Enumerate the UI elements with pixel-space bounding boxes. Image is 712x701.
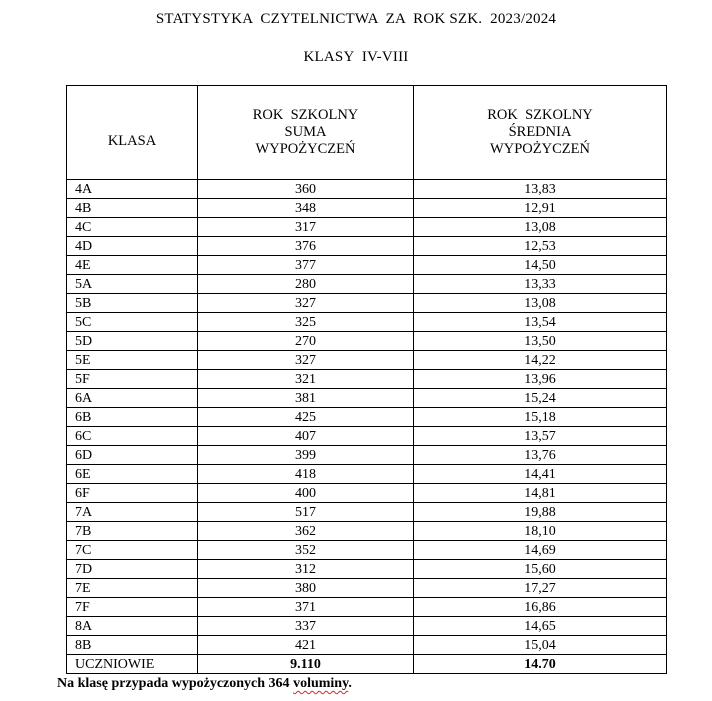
srednia-cell: 13,33 — [414, 275, 667, 294]
klasa-cell: 7B — [67, 522, 198, 541]
table-row — [67, 294, 667, 313]
srednia-cell: 15,24 — [414, 389, 667, 408]
footer-misspelled-word: voluminy — [293, 676, 349, 691]
document-title: STATYSTYKA CZYTELNICTWA ZA ROK SZK. 2023/2024 — [155, 11, 557, 27]
table-row — [67, 256, 667, 275]
table-row — [67, 484, 667, 503]
suma-cell: 425 — [198, 408, 414, 427]
klasa-cell: 6B — [67, 408, 198, 427]
srednia-cell: 15,04 — [414, 636, 667, 655]
suma-cell: 376 — [198, 237, 414, 256]
suma-cell: 312 — [198, 560, 414, 579]
srednia-cell: 14,50 — [414, 256, 667, 275]
table-row — [67, 560, 667, 579]
suma-cell: 421 — [198, 636, 414, 655]
klasa-cell: 4A — [67, 180, 198, 199]
table-row — [67, 237, 667, 256]
suma-cell: 362 — [198, 522, 414, 541]
srednia-cell: 13,57 — [414, 427, 667, 446]
suma-cell: 327 — [198, 351, 414, 370]
footer-note — [57, 676, 352, 692]
footer-text: Na klasę przypada wypożyczonych 364 — [57, 676, 294, 691]
table-row — [67, 579, 667, 598]
table-row — [67, 370, 667, 389]
suma-cell: 280 — [198, 275, 414, 294]
klasa-cell: 7D — [67, 560, 198, 579]
klasa-cell: 7C — [67, 541, 198, 560]
srednia-cell: 14,81 — [414, 484, 667, 503]
klasa-cell: 6C — [67, 427, 198, 446]
srednia-cell: 17,27 — [414, 579, 667, 598]
table-row — [67, 389, 667, 408]
srednia-cell: 14,65 — [414, 617, 667, 636]
srednia-cell: 19,88 — [414, 503, 667, 522]
klasa-cell: 7E — [67, 579, 198, 598]
klasa-cell: 5A — [67, 275, 198, 294]
suma-cell: 380 — [198, 579, 414, 598]
table-row — [67, 541, 667, 560]
statistics-table — [66, 85, 667, 674]
klasa-cell: 6E — [67, 465, 198, 484]
srednia-cell: 14.70 — [414, 655, 667, 674]
klasa-cell: UCZNIOWIE — [67, 655, 198, 674]
table-header-row — [67, 86, 667, 180]
klasa-cell: 5D — [67, 332, 198, 351]
klasa-cell: 8A — [67, 617, 198, 636]
table-row — [67, 446, 667, 465]
suma-cell: 418 — [198, 465, 414, 484]
srednia-cell: 14,41 — [414, 465, 667, 484]
srednia-cell: 18,10 — [414, 522, 667, 541]
srednia-cell: 14,22 — [414, 351, 667, 370]
header-srednia-line: ŚREDNIA — [508, 124, 572, 140]
table-row — [67, 351, 667, 370]
table-row — [67, 199, 667, 218]
klasa-cell: 8B — [67, 636, 198, 655]
klasa-cell: 4C — [67, 218, 198, 237]
table-row — [67, 332, 667, 351]
suma-cell: 270 — [198, 332, 414, 351]
suma-cell: 399 — [198, 446, 414, 465]
suma-cell: 9.110 — [198, 655, 414, 674]
srednia-cell: 13,08 — [414, 294, 667, 313]
suma-cell: 348 — [198, 199, 414, 218]
header-suma-line: SUMA — [284, 124, 327, 140]
srednia-cell: 13,50 — [414, 332, 667, 351]
srednia-cell: 16,86 — [414, 598, 667, 617]
header-suma-line: WYPOŻYCZEŃ — [255, 141, 356, 157]
klasa-cell: 7F — [67, 598, 198, 617]
srednia-cell: 13,08 — [414, 218, 667, 237]
klasa-cell: 5B — [67, 294, 198, 313]
klasa-cell: 7A — [67, 503, 198, 522]
suma-cell: 325 — [198, 313, 414, 332]
klasa-cell: 5E — [67, 351, 198, 370]
table-row — [67, 408, 667, 427]
srednia-cell: 14,69 — [414, 541, 667, 560]
klasa-cell: 4E — [67, 256, 198, 275]
srednia-cell: 15,60 — [414, 560, 667, 579]
klasa-cell: 6F — [67, 484, 198, 503]
table-row — [67, 218, 667, 237]
srednia-cell: 12,53 — [414, 237, 667, 256]
table-row — [67, 180, 667, 199]
header-srednia-line: WYPOŻYCZEŃ — [490, 141, 590, 157]
header-suma — [198, 86, 414, 180]
klasa-cell: 5C — [67, 313, 198, 332]
suma-cell: 360 — [198, 180, 414, 199]
suma-cell: 321 — [198, 370, 414, 389]
suma-cell: 517 — [198, 503, 414, 522]
srednia-cell: 13,76 — [414, 446, 667, 465]
srednia-cell: 12,91 — [414, 199, 667, 218]
klasa-cell: 6A — [67, 389, 198, 408]
table-row — [67, 275, 667, 294]
suma-cell: 377 — [198, 256, 414, 275]
suma-cell: 371 — [198, 598, 414, 617]
suma-cell: 352 — [198, 541, 414, 560]
suma-cell: 381 — [198, 389, 414, 408]
srednia-cell: 15,18 — [414, 408, 667, 427]
table-row — [67, 427, 667, 446]
header-klasa: KLASA — [67, 86, 198, 180]
document-subtitle: KLASY IV-VIII — [303, 49, 409, 65]
klasa-cell: 4B — [67, 199, 198, 218]
table-row — [67, 313, 667, 332]
header-suma-line: ROK SZKOLNY — [252, 107, 359, 123]
total-row — [67, 655, 667, 674]
srednia-cell: 13,96 — [414, 370, 667, 389]
klasa-cell: 5F — [67, 370, 198, 389]
table-row — [67, 503, 667, 522]
klasa-cell: 4D — [67, 237, 198, 256]
srednia-cell: 13,83 — [414, 180, 667, 199]
suma-cell: 407 — [198, 427, 414, 446]
table-row — [67, 522, 667, 541]
suma-cell: 317 — [198, 218, 414, 237]
header-srednia-line: ROK SZKOLNY — [487, 107, 593, 123]
klasa-cell: 6D — [67, 446, 198, 465]
table-row — [67, 636, 667, 655]
header-srednia — [414, 86, 667, 180]
footer-period: . — [348, 676, 352, 691]
suma-cell: 337 — [198, 617, 414, 636]
table-row — [67, 617, 667, 636]
srednia-cell: 13,54 — [414, 313, 667, 332]
suma-cell: 327 — [198, 294, 414, 313]
suma-cell: 400 — [198, 484, 414, 503]
table-row — [67, 465, 667, 484]
table-row — [67, 598, 667, 617]
